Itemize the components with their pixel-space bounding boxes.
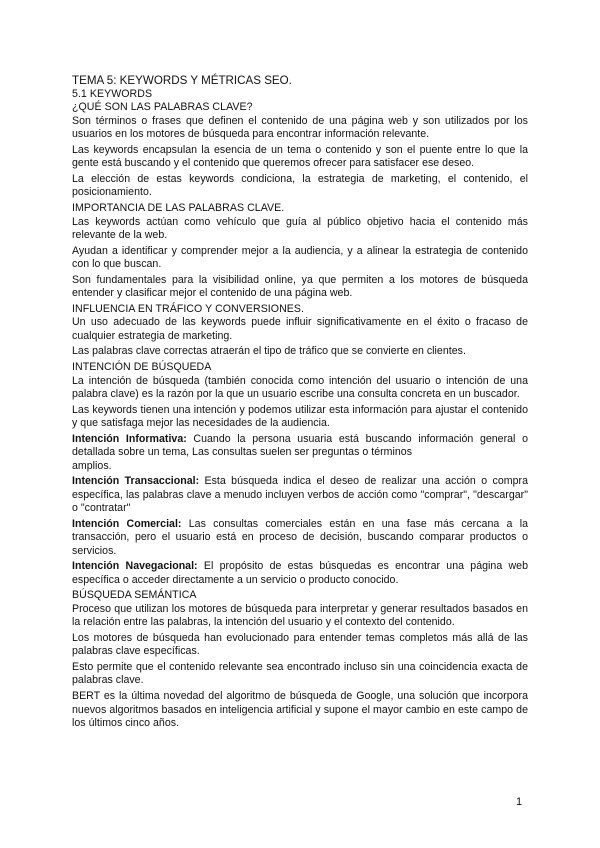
- intent-informative-text: Cuando la persona usuaria está buscando información general o detallada sobre un tema, Las consultas suelen ser preguntas o términos: [72, 432, 528, 459]
- document-title: TEMA 5: KEYWORDS Y MÉTRICAS SEO.: [72, 74, 292, 87]
- intent-informative: [72, 433, 528, 473]
- paragraph: La elección de estas keywords condiciona, la estrategia de marketing, el contenido, el posicionamiento.: [72, 173, 528, 199]
- paragraph: BERT es la última novedad del algoritmo de búsqueda de Google, una solución que incorpora nuevos algoritmos basados en inteligencia artificial y supone el mayor cambio en este campo de los últimos cinco años.: [72, 690, 528, 729]
- heading-search-intent: INTENCIÓN DE BÚSQUEDA: [72, 361, 212, 374]
- intent-navigational-text: El propósito de estas búsquedas es encontrar una página web específica o acceder directamente a un servicio o producto conocido.: [72, 560, 528, 586]
- paragraph: Ayudan a identificar y comprender mejor a la audiencia, y a alinear la estrategia de contenido con lo que buscan.: [72, 244, 528, 271]
- paragraph: Los motores de búsqueda han evolucionado para entender temas completos más allá de las palabras clave específicas.: [72, 631, 528, 658]
- paragraph: Proceso que utilizan los motores de búsqueda para interpretar y generar resultados basados en la relación entre las palabras, la intención del usuario y el contexto del contenido.: [72, 602, 528, 629]
- intent-transactional: [72, 475, 528, 515]
- intent-commercial-label: Intención Comercial:: [72, 517, 182, 530]
- heading-what-are-keywords: ¿QUÉ SON LAS PALABRAS CLAVE?: [72, 101, 253, 114]
- intent-informative-label: Intención Informativa:: [72, 432, 187, 445]
- paragraph: La intención de búsqueda (también conocida como intención del usuario o intención de una palabra clave) es la razón por la que un usuario escribe una consulta concreta en un buscador.: [72, 374, 528, 400]
- paragraph: Un uso adecuado de las keywords puede influir significativamente en el éxito o fracaso de cualquier estrategia de marketing.: [72, 316, 528, 342]
- paragraph: Esto permite que el contenido relevante sea encontrado incluso sin una coincidencia exacta de palabras clave.: [72, 661, 528, 687]
- section-subtitle: 5.1 KEYWORDS: [72, 88, 153, 100]
- paragraph: Las keywords tienen una intención y podemos utilizar esta información para ajustar el contenido y que satisfaga mejor las necesidades de la audiencia.: [72, 403, 528, 430]
- heading-semantic-search: BÚSQUEDA SEMÁNTICA: [72, 589, 197, 602]
- heading-influence: INFLUENCIA EN TRÁFICO Y CONVERSIONES.: [72, 302, 305, 315]
- intent-commercial-text: Las consultas comerciales están en una fase más cercana a la transacción, pero el usuario está en proceso de decisión, buscando comparar productos o servicios.: [72, 517, 528, 557]
- intent-navigational-label: Intención Navegacional:: [72, 560, 198, 573]
- paragraph: Son términos o frases que definen el contenido de una página web y son utilizados por los usuarios en los motores de búsqueda para encontrar información relevante.: [72, 114, 528, 141]
- document-body: [72, 73, 528, 733]
- page-number: 1: [516, 796, 523, 808]
- intent-informative-text-end: amplios.: [72, 459, 112, 472]
- intent-transactional-label: Intención Transaccional:: [72, 475, 200, 488]
- paragraph: Son fundamentales para la visibilidad online, ya que permiten a los motores de búsqueda entender y clasificar mejor el contenido de una página web.: [72, 273, 528, 300]
- paragraph: Las palabras clave correctas atraerán el tipo de tráfico que se convierte en clientes.: [72, 345, 466, 358]
- intent-navigational: [72, 560, 528, 587]
- intent-transactional-text: Esta búsqueda indica el deseo de realizar una acción o compra específica, las palabras clave a menudo incluyen verbos de acción como "comprar", "descargar" o "contratar": [72, 475, 528, 515]
- paragraph: Las keywords actúan como vehículo que guía al público objetivo hacia el contenido más relevante de la web.: [72, 215, 528, 241]
- heading-importance: IMPORTANCIA DE LAS PALABRAS CLAVE.: [72, 202, 285, 215]
- intent-commercial: [72, 518, 528, 558]
- paragraph: Las keywords encapsulan la esencia de un tema o contenido y son el puente entre lo que la gente está buscando y el contenido que queremos ofrecer para satisfacer ese deseo.: [72, 143, 528, 170]
